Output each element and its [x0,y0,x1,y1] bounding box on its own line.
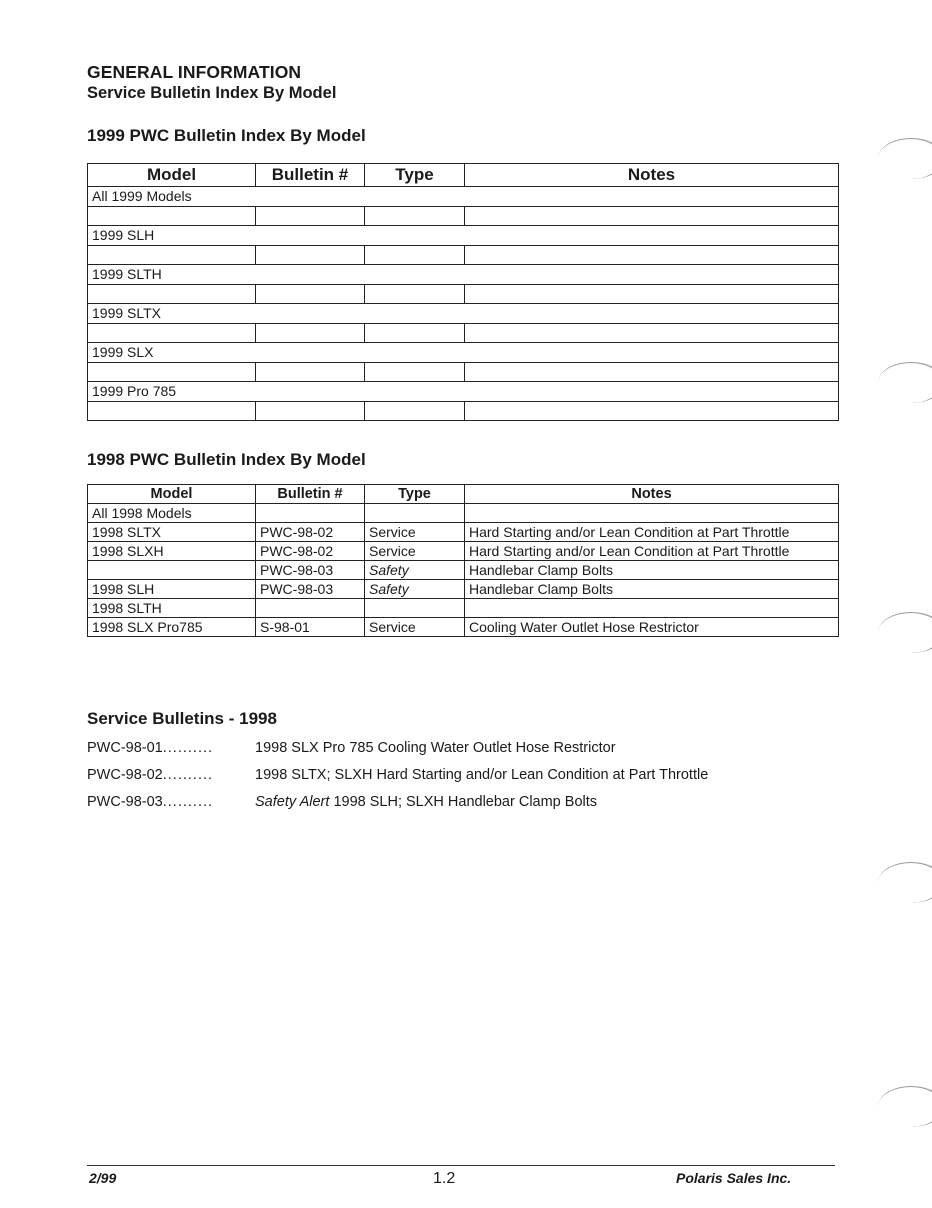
bulletin-cell: PWC-98-02 [256,523,365,542]
service-bulletins-heading: Service Bulletins - 1998 [87,709,277,728]
table-row [88,382,839,402]
model-cell: 1998 SLX Pro785 [88,618,256,637]
type-cell: Safety [365,580,465,599]
table-row [88,561,839,580]
index-1998-table [87,484,839,637]
table-row [88,226,839,246]
table-row [88,599,839,618]
notes-cell: Handlebar Clamp Bolts [465,561,839,580]
index-1998-heading: 1998 PWC Bulletin Index By Model [87,450,366,469]
column-header-type: Type [365,164,465,187]
column-header-bulletin: Bulletin # [256,164,365,187]
bulletin-description: 1998 SLTX; SLXH Hard Starting and/or Lean Condition at Part Throttle [255,767,709,783]
model-cell [88,561,256,580]
bulletin-cell: PWC-98-02 [256,542,365,561]
leader-dots: .......... [162,794,214,810]
model-cell: All 1998 Models [88,504,256,523]
list-item [87,794,597,810]
bulletin-description: 1998 SLH; SLXH Handlebar Clamp Bolts [329,794,598,810]
type-cell: Service [365,618,465,637]
index-1999-heading: 1999 PWC Bulletin Index By Model [87,126,366,145]
footer-company: Polaris Sales Inc. [676,1170,792,1186]
table-row [88,265,839,285]
table-row [88,542,839,561]
table-row [88,323,839,343]
footer-divider [87,1165,835,1166]
bulletin-cell [256,504,365,523]
notes-cell: Hard Starting and/or Lean Condition at Part Throttle [465,542,839,561]
bulletin-cell [256,599,365,618]
table-row [88,618,839,637]
index-1999-table [87,163,839,421]
table-header-row [88,164,839,187]
safety-alert-label: Safety Alert [255,794,330,810]
binder-hole [878,862,932,903]
column-header-notes: Notes [465,485,839,504]
bulletin-cell: PWC-98-03 [256,561,365,580]
table-header-row [88,485,839,504]
table-row [88,206,839,226]
binder-hole [878,612,932,653]
binder-hole [878,362,932,403]
model-cell: 1998 SLH [88,580,256,599]
table-row [88,580,839,599]
model-cell: 1999 SLH [88,226,839,246]
bulletin-code: PWC-98-01.......... [87,740,214,756]
model-cell: 1998 SLTX [88,523,256,542]
table-row [88,401,839,421]
list-item [87,740,616,756]
type-cell: Service [365,542,465,561]
type-cell [365,504,465,523]
notes-cell [465,599,839,618]
type-cell [365,599,465,618]
bulletin-code: PWC-98-03.......... [87,794,214,810]
section-subtitle: Service Bulletin Index By Model [87,84,337,102]
column-header-bulletin: Bulletin # [256,485,365,504]
column-header-model: Model [88,164,256,187]
binder-hole [878,138,932,179]
table-row [88,504,839,523]
list-item [87,767,708,783]
notes-cell: Hard Starting and/or Lean Condition at Part Throttle [465,523,839,542]
notes-cell: Cooling Water Outlet Hose Restrictor [465,618,839,637]
table-row [88,245,839,265]
bulletin-cell: S-98-01 [256,618,365,637]
model-cell: All 1999 Models [88,187,839,207]
model-cell: 1999 SLX [88,343,839,363]
page-number: 1.2 [433,1170,456,1187]
notes-cell [465,504,839,523]
column-header-type: Type [365,485,465,504]
footer-date: 2/99 [89,1170,117,1186]
model-cell: 1998 SLXH [88,542,256,561]
table-row [88,187,839,207]
model-cell: 1998 SLTH [88,599,256,618]
leader-dots: .......... [162,740,214,756]
leader-dots: .......... [162,767,214,783]
model-cell: 1999 SLTH [88,265,839,285]
table-row [88,284,839,304]
type-cell: Safety [365,561,465,580]
table-row [88,523,839,542]
model-cell: 1999 SLTX [88,304,839,324]
table-row [88,362,839,382]
model-cell: 1999 Pro 785 [88,382,839,402]
column-header-model: Model [88,485,256,504]
section-title: GENERAL INFORMATION [87,62,302,82]
bulletin-cell: PWC-98-03 [256,580,365,599]
binder-hole [878,1086,932,1127]
bulletin-description: 1998 SLX Pro 785 Cooling Water Outlet Hose Restrictor [255,740,616,756]
column-header-notes: Notes [465,164,839,187]
bulletin-code: PWC-98-02.......... [87,767,214,783]
type-cell: Service [365,523,465,542]
table-row [88,304,839,324]
table-row [88,343,839,363]
notes-cell: Handlebar Clamp Bolts [465,580,839,599]
